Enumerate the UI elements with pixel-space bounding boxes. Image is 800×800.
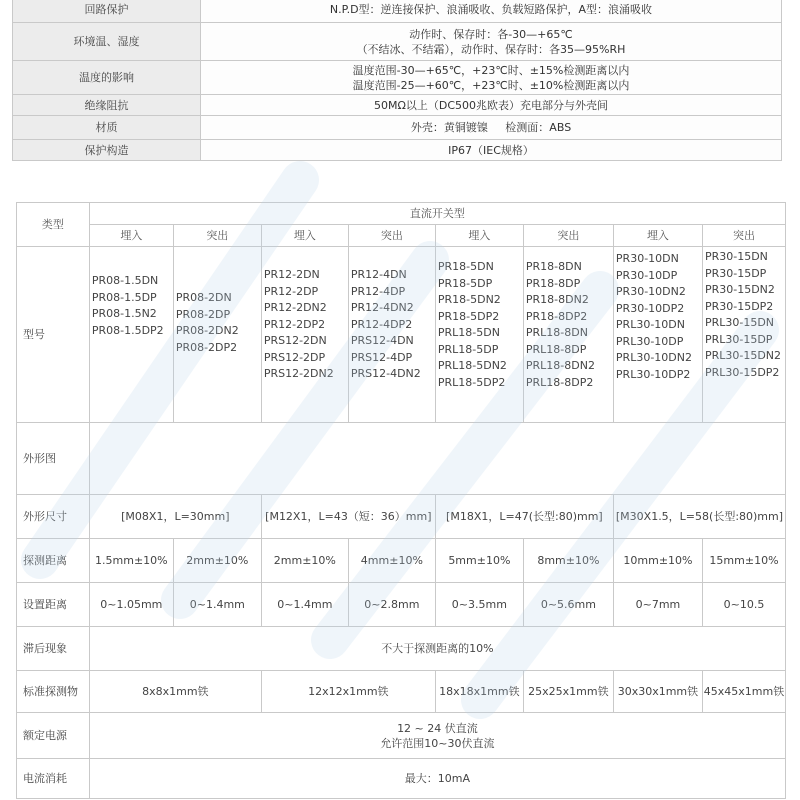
target-value: 18x18x1mm铁 [435,671,523,713]
setting-value: 0~5.6mm [523,583,613,627]
spec-label: 保护构造 [13,140,201,161]
model-number: PR12-4DN2 [350,301,414,314]
model-number: PR12-2DN2 [263,301,327,314]
spec-label: 绝缘阻抗 [13,95,201,116]
model-number: PR18-5DN2 [437,293,501,306]
spec-label: 回路保护 [13,0,201,23]
model-number: PRL30-10DN [615,318,685,331]
model-list [89,247,173,423]
model-number: PR12-4DP2 [350,317,413,331]
model-number: PR08-2DN [175,291,232,304]
model-list [348,247,435,423]
setting-value: 0~1.05mm [89,583,173,627]
spec-value: 外壳：黄铜镀镍 检测面：ABS [201,116,782,140]
model-number: PR18-5DP [437,276,493,290]
voltage-row [17,713,786,759]
model-number: PR08-1.5DN [91,274,159,287]
model-number: PR12-4DN [350,268,407,281]
spec-row [13,0,782,23]
distance-value: 4mm±10% [348,539,435,583]
model-list [613,247,702,423]
model-list [523,247,613,423]
mount-header: 埋入 [261,225,348,247]
model-number: PRL18-8DP2 [525,375,594,389]
model-number: PRL18-5DN2 [437,359,507,372]
model-number: PR08-1.5DP [91,290,157,304]
model-number: PR30-10DN2 [615,285,686,298]
setting-label: 设置距离 [17,583,90,627]
setting-row [17,583,786,627]
model-list [435,247,523,423]
model-number: PR30-15DN2 [704,283,775,296]
model-number: PR08-2DP [175,307,231,321]
model-number: PRL18-5DP2 [437,375,506,389]
size-label: 外形尺寸 [17,495,90,539]
setting-value: 0~1.4mm [173,583,261,627]
model-number: PR30-10DN [615,252,679,265]
spec-value: 动作时、保存时：各-30—+65℃ （不结冰、不结霜），动作时、保存时：各35—95%RH [201,23,782,61]
distance-label: 探测距离 [17,539,90,583]
model-number: PRS12-4DP [350,350,413,364]
spec-label: 环境温、湿度 [13,23,201,61]
current-label: 电流消耗 [17,759,90,799]
mount-header: 突出 [173,225,261,247]
spec-value: 温度范围-30—+65℃，+23℃时、±15%检测距离以内 温度范围-25—+60℃，+23℃时、±10%检测距离以内 [201,61,782,95]
spec-label: 材质 [13,116,201,140]
mount-header: 突出 [523,225,613,247]
model-number: PRL18-8DN2 [525,359,595,372]
model-row [17,247,786,423]
model-number: PR08-1.5N2 [91,307,157,320]
target-value: 45x45x1mm铁 [702,671,785,713]
model-list [173,247,261,423]
distance-value: 2mm±10% [261,539,348,583]
distance-value: 5mm±10% [435,539,523,583]
distance-value: 2mm±10% [173,539,261,583]
outline-label: 外形图 [17,423,90,495]
model-number: PR18-5DN [437,260,494,273]
model-number: PRL30-15DP [704,332,773,346]
spec-row [13,23,782,61]
model-number: PR30-15DP [704,266,767,280]
setting-value: 0~7mm [613,583,702,627]
spec-value: IP67（IEC规格） [201,140,782,161]
model-number: PRS12-2DP [263,350,326,364]
model-number: PR30-10DP [615,268,678,282]
setting-value: 0~1.4mm [261,583,348,627]
model-number: PRL30-10DP [615,334,684,348]
target-row [17,671,786,713]
model-number: PRL30-15DP2 [704,365,780,379]
model-number: PRL30-10DP2 [615,367,691,381]
model-number: PRS12-4DN2 [350,367,421,380]
model-number: PRL30-15DN [704,316,775,329]
mount-header: 埋入 [435,225,523,247]
model-number: PR08-1.5DP2 [91,323,164,337]
distance-value: 15mm±10% [702,539,785,583]
model-number: PRL18-8DP [525,342,587,356]
distance-value: 10mm±10% [613,539,702,583]
model-number: PRS12-2DN2 [263,367,334,380]
outline-row [17,423,786,495]
model-number: PR30-15DP2 [704,299,774,313]
model-number: PR08-2DN2 [175,324,239,337]
setting-value: 0~3.5mm [435,583,523,627]
model-number: PRS12-4DN [350,334,414,347]
setting-value: 0~2.8mm [348,583,435,627]
mount-header: 埋入 [89,225,173,247]
model-list [261,247,348,423]
current-value: 最大：10mA [89,759,785,799]
spec-row [13,140,782,161]
hysteresis-value: 不大于探测距离的10% [89,627,785,671]
type-table [16,202,786,799]
mount-header: 突出 [702,225,785,247]
mount-header-row [17,225,786,247]
hysteresis-label: 滞后现象 [17,627,90,671]
target-value: 30x30x1mm铁 [613,671,702,713]
mount-header: 突出 [348,225,435,247]
type-header: 类型 [17,203,90,247]
model-number: PR12-2DP2 [263,317,326,331]
size-value: [M12X1，L=43（短：36）mm] [261,495,435,539]
size-value: [M18X1，L=47(长型:80)mm] [435,495,613,539]
spec-row [13,116,782,140]
setting-value: 0~10.5 [702,583,785,627]
voltage-label: 额定电源 [17,713,90,759]
model-number: PR12-2DP [263,284,319,298]
model-list [702,247,785,423]
spec-table [12,0,782,161]
model-label: 型号 [17,247,90,423]
spec-value: 50MΩ以上（DC500兆欧表）充电部分与外壳间 [201,95,782,116]
model-number: PR18-8DN2 [525,293,589,306]
mount-header: 埋入 [613,225,702,247]
target-value: 12x12x1mm铁 [261,671,435,713]
size-value: [M08X1，L=30mm] [89,495,261,539]
outline-drawing-area [89,423,785,495]
target-value: 8x8x1mm铁 [89,671,261,713]
model-number: PR12-4DP [350,284,406,298]
spec-value: N.P.D型：逆连接保护、浪涌吸收、负载短路保护，A型：浪涌吸收 [201,0,782,23]
distance-row [17,539,786,583]
distance-value: 8mm±10% [523,539,613,583]
model-number: PR12-2DN [263,268,320,281]
model-number: PRL30-15DN2 [704,349,782,362]
hysteresis-row [17,627,786,671]
dc-switch-header: 直流开关型 [89,203,785,225]
model-number: PR18-8DP2 [525,309,588,323]
spec-row [13,95,782,116]
target-value: 25x25x1mm铁 [523,671,613,713]
voltage-value: 12 ~ 24 伏直流 允许范围10~30伏直流 [89,713,785,759]
model-number: PRS12-2DN [263,334,327,347]
current-row [17,759,786,799]
model-number: PRL18-5DN [437,326,500,339]
model-number: PR18-8DP [525,276,581,290]
model-number: PR30-15DN [704,250,768,263]
size-value: [M30X1.5，L=58(长型:80)mm] [613,495,785,539]
spec-row [13,61,782,95]
distance-value: 1.5mm±10% [89,539,173,583]
model-number: PRL30-10DN2 [615,351,692,364]
model-number: PRL18-5DP [437,342,499,356]
size-row [17,495,786,539]
spec-label: 温度的影响 [13,61,201,95]
model-number: PRL18-8DN [525,326,588,339]
model-number: PR18-5DP2 [437,309,500,323]
model-number: PR30-10DP2 [615,301,685,315]
model-number: PR08-2DP2 [175,340,238,354]
target-label: 标准探测物 [17,671,90,713]
model-number: PR18-8DN [525,260,582,273]
